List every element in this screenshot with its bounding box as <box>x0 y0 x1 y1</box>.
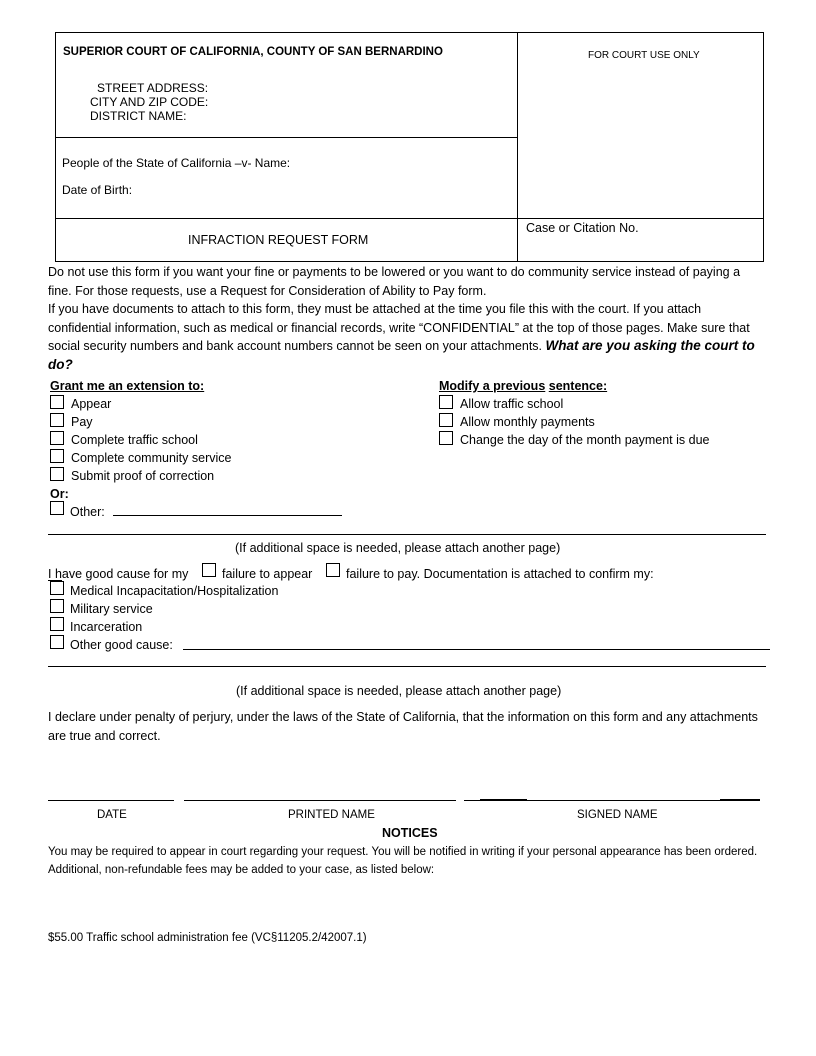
court-name: SUPERIOR COURT OF CALIFORNIA, COUNTY OF SAN BERNARDINO <box>63 46 443 58</box>
option-submit-proof: Submit proof of correction <box>71 469 215 483</box>
signed-name-line-accent-right <box>720 799 760 801</box>
header-box <box>55 32 764 262</box>
option-complete-community-service: Complete community service <box>71 451 232 465</box>
extension-heading: Grant me an extension to: <box>50 379 205 393</box>
form-title: INFRACTION REQUEST FORM <box>188 233 369 247</box>
notices-text: You may be required to appear in court regarding your request. You will be notified in writing if your personal appearance has been ordered. Additional, non-refundable fees may be added to your case, as listed below: <box>48 846 758 876</box>
option-change-payment-day: Change the day of the month payment is due <box>460 433 710 447</box>
header-divider-left <box>55 137 517 138</box>
court-use-label: FOR COURT USE ONLY <box>588 50 700 61</box>
dob-label: Date of Birth: <box>62 183 133 197</box>
checkbox-change-payment-day[interactable] <box>439 431 453 445</box>
people-name-label: People of the State of California –v- Name: <box>62 156 291 170</box>
option-military: Military service <box>70 602 153 616</box>
good-cause-opt2: failure to pay. Documentation is attached to confirm my: <box>346 567 654 581</box>
checkbox-other[interactable] <box>50 501 64 515</box>
checkbox-complete-traffic-school[interactable] <box>50 431 64 445</box>
section-divider-2 <box>48 666 766 667</box>
option-incarceration: Incarceration <box>70 620 143 634</box>
modify-heading-b: sentence: <box>548 379 608 393</box>
declaration-text: I declare under penalty of perjury, under the laws of the State of California, that the information on this form and any attachments are true and correct. <box>48 710 758 743</box>
notices-heading: NOTICES <box>382 826 438 840</box>
other-label: Other: <box>70 505 105 519</box>
option-pay: Pay <box>71 415 93 429</box>
option-complete-traffic-school: Complete traffic school <box>71 433 198 447</box>
checkbox-failure-to-pay[interactable] <box>326 563 340 577</box>
printed-name-line[interactable] <box>184 800 456 801</box>
intro-paragraph-1: Do not use this form if you want your fine or payments to be lowered or you want to do community service instead of paying a fine. For those requests, use a Request for Consideration of Ability to Pay form. <box>48 265 741 298</box>
checkbox-allow-monthly-payments[interactable] <box>439 413 453 427</box>
intro-paragraph-2-text: If you have documents to attach to this form, they must be attached at the time you file this with the court. If you attach confidential information, such as medical or financial records, write “CONFIDENTIAL” at the top of those pages. Make sure that social security numbers and bank account numbers cannot be seen on your attachments. <box>48 302 750 353</box>
good-cause-lead: I have good cause for my <box>48 567 189 581</box>
other-good-cause-input-line[interactable] <box>183 649 770 650</box>
date-signature-line[interactable] <box>48 800 174 801</box>
checkbox-medical[interactable] <box>50 581 64 595</box>
section-divider-1 <box>48 534 766 535</box>
option-other-good-cause: Other good cause: <box>70 638 173 652</box>
option-allow-monthly-payments: Allow monthly payments <box>460 415 595 429</box>
checkbox-submit-proof[interactable] <box>50 467 64 481</box>
question-heading: What are you asking the court to do? <box>48 338 755 372</box>
checkbox-other-good-cause[interactable] <box>50 635 64 649</box>
street-address-label: STREET ADDRESS: <box>97 81 209 95</box>
printed-name-caption: PRINTED NAME <box>288 809 375 821</box>
other-input-line[interactable] <box>113 515 342 516</box>
or-label: Or: <box>50 487 69 501</box>
checkbox-military[interactable] <box>50 599 64 613</box>
additional-space-note-1: (If additional space is needed, please attach another page) <box>235 541 561 555</box>
city-zip-label: CITY AND ZIP CODE: <box>90 95 209 109</box>
case-number-label: Case or Citation No. <box>526 221 639 235</box>
option-appear: Appear <box>71 397 112 411</box>
option-medical: Medical Incapacitation/Hospitalization <box>70 584 279 598</box>
checkbox-allow-traffic-school[interactable] <box>439 395 453 409</box>
signed-name-caption: SIGNED NAME <box>577 809 658 821</box>
checkbox-complete-community-service[interactable] <box>50 449 64 463</box>
checkbox-failure-to-appear[interactable] <box>202 563 216 577</box>
good-cause-opt1: failure to appear <box>222 567 313 581</box>
checkbox-incarceration[interactable] <box>50 617 64 631</box>
header-divider-bottom <box>55 218 764 219</box>
traffic-school-fee: $55.00 Traffic school administration fee (VC§11205.2/42007.1) <box>48 932 367 944</box>
option-allow-traffic-school: Allow traffic school <box>460 397 564 411</box>
modify-heading-a: Modify a previous <box>439 379 546 393</box>
date-caption: DATE <box>97 809 127 821</box>
intro-paragraph-2 <box>48 300 766 374</box>
signed-name-line-accent-left <box>480 799 527 801</box>
additional-space-note-2: (If additional space is needed, please attach another page) <box>236 684 562 698</box>
district-name-label: DISTRICT NAME: <box>90 109 187 123</box>
modify-heading <box>439 379 607 393</box>
header-divider-vertical <box>517 32 518 262</box>
checkbox-pay[interactable] <box>50 413 64 427</box>
checkbox-appear[interactable] <box>50 395 64 409</box>
